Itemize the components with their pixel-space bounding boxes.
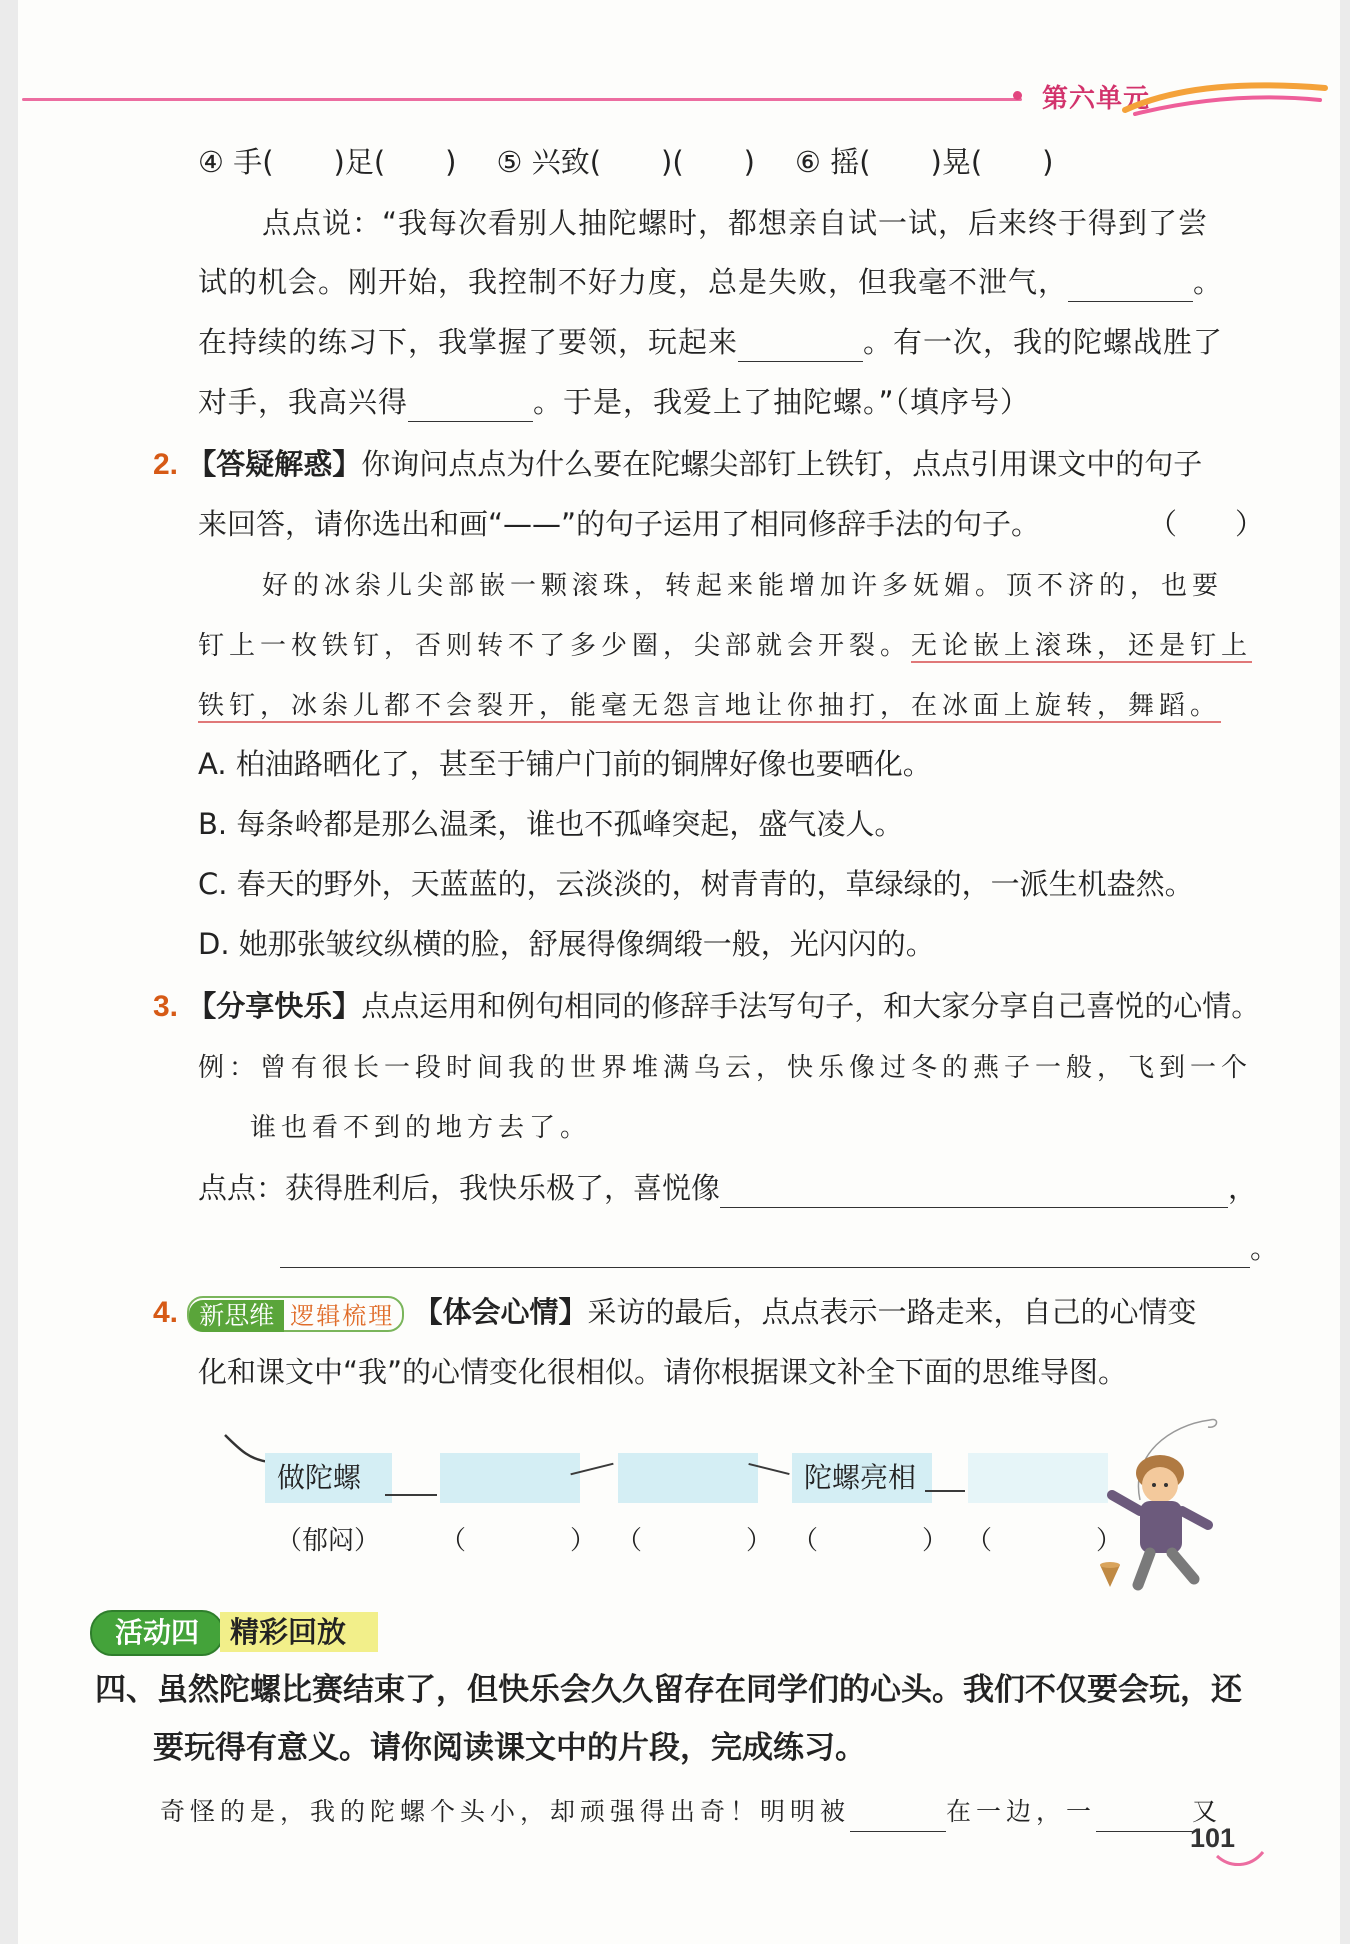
option-a[interactable]: A. 柏油路晒化了，甚至于铺户门前的铜牌好像也要晒化。 — [198, 747, 932, 781]
question-2-line: 2. 【答疑解惑】你询问点点为什么要在陀螺尖部钉上铁钉，点点引用课文中的句子 — [153, 447, 1203, 481]
unit-title: 第六单元 — [1042, 84, 1151, 114]
mindmap-connector — [925, 1490, 965, 1492]
excerpt-line: 好的冰尜儿尖部嵌一颗滚珠，转起来能增加许多妩媚。顶不济的，也要 — [262, 571, 1224, 601]
question-3-line: 3. 【分享快乐】点点运用和例句相同的修辞手法写句子，和大家分享自己喜悦的心情。 — [153, 989, 1261, 1023]
mood-blank[interactable]: （ ） — [440, 1526, 597, 1556]
option-b[interactable]: B. 每条岭都是那么温柔，谁也不孤峰突起，盛气凌人。 — [198, 807, 904, 841]
example-line: 谁也看不到的地方去了。 — [250, 1113, 592, 1143]
answer-blank[interactable] — [738, 331, 863, 362]
mindmap-node-2[interactable] — [440, 1453, 580, 1503]
paragraph-line: 在持续的练习下，我掌握了要领，玩起来 。有一次，我的陀螺战胜了 — [198, 322, 1223, 362]
mood-label: （郁闷） — [276, 1526, 381, 1556]
answer-blank[interactable] — [408, 391, 533, 422]
option-d[interactable]: D. 她那张皱纹纵横的脸，舒展得像绸缎一般，光闪闪的。 — [198, 927, 935, 961]
header-dot — [1013, 91, 1022, 100]
paragraph-line: 对手，我高兴得 。于是，我爱上了抽陀螺。”（填序号） — [198, 382, 1030, 422]
answer-line: 。 — [280, 1228, 1279, 1268]
new-thinking-badge: 新思维 逻辑梳理 — [187, 1296, 404, 1332]
mindmap-node-3[interactable] — [618, 1453, 758, 1503]
passage-line: 奇怪的是，我的陀螺个头小，却顽强得出奇！明明被 在一边，一 又 — [160, 1792, 1222, 1832]
page-number: 101 — [1190, 1823, 1236, 1853]
answer-blank[interactable] — [1068, 271, 1193, 302]
page-number-swoosh-icon — [1215, 1848, 1265, 1870]
answer-blank[interactable] — [720, 1177, 1228, 1208]
answer-paren[interactable]: （ ） — [1148, 507, 1265, 541]
answer-line: 点点：获得胜利后，我快乐极了，喜悦像 ， — [198, 1168, 1257, 1208]
activity-title: 精彩回放 — [220, 1612, 378, 1652]
answer-blank[interactable] — [280, 1237, 1250, 1268]
mindmap-connector — [385, 1494, 437, 1496]
paragraph-line: 点点说：“我每次看别人抽陀螺时，都想亲自试一试，后来终于得到了尝 — [262, 206, 1209, 240]
header-swoosh-icon — [1120, 80, 1330, 120]
question-2-line: 来回答，请你选出和画“——”的句子运用了相同修辞手法的句子。 — [198, 507, 1041, 541]
mood-blank[interactable]: （ ） — [966, 1526, 1123, 1556]
mindmap-node-5[interactable] — [968, 1453, 1108, 1503]
mood-blank[interactable]: （ ） — [616, 1526, 773, 1556]
header-rule — [22, 98, 1022, 101]
excerpt-line — [198, 686, 1221, 726]
activity-badge — [90, 1610, 370, 1656]
underlined-sentence: 无论嵌上滚珠，还是钉上 — [911, 631, 1253, 661]
word-pairs-line: ④ 手( )足( ) ⑤ 兴致( )( ) ⑥ 摇( )晃( ) — [198, 145, 1054, 179]
boy-spinning-top-illustration — [1090, 1415, 1240, 1600]
activity-label: 活动四 — [90, 1610, 224, 1656]
question-4-line: 化和课文中“我”的心情变化很相似。请你根据课文补全下面的思维导图。 — [198, 1355, 1128, 1389]
answer-blank[interactable] — [850, 1801, 946, 1832]
excerpt-line: 钉上一枚铁钉，否则转不了多少圈，尖部就会开裂。无论嵌上滚珠，还是钉上 — [198, 631, 1253, 661]
option-c[interactable]: C. 春天的野外，天蓝蓝的，云淡淡的，树青青的，草绿绿的，一派生机盎然。 — [198, 867, 1194, 901]
example-line: 例：曾有很长一段时间我的世界堆满乌云，快乐像过冬的燕子一般，飞到一个 — [198, 1053, 1253, 1083]
section-4-line: 四、虽然陀螺比赛结束了，但快乐会久久留存在同学们的心头。我们不仅要会玩，还 — [95, 1672, 1242, 1708]
paragraph-line: 试的机会。刚开始，我控制不好力度，总是失败，但我毫不泄气， 。 — [198, 262, 1223, 302]
answer-blank[interactable] — [1096, 1801, 1192, 1832]
mindmap-node-1: 做陀螺 — [265, 1453, 392, 1503]
question-4-line: 4. 新思维 逻辑梳理 【体会心情】采访的最后，点点表示一路走来，自己的心情变 — [153, 1295, 1197, 1330]
section-4-line: 要玩得有意义。请你阅读课文中的片段，完成练习。 — [153, 1730, 866, 1766]
mood-blank[interactable]: （ ） — [792, 1526, 949, 1556]
underlined-sentence: 铁钉，冰尜儿都不会裂开，能毫无怨言地让你抽打，在冰面上旋转，舞蹈。 — [198, 691, 1222, 721]
mindmap-node-4: 陀螺亮相 — [792, 1453, 932, 1503]
